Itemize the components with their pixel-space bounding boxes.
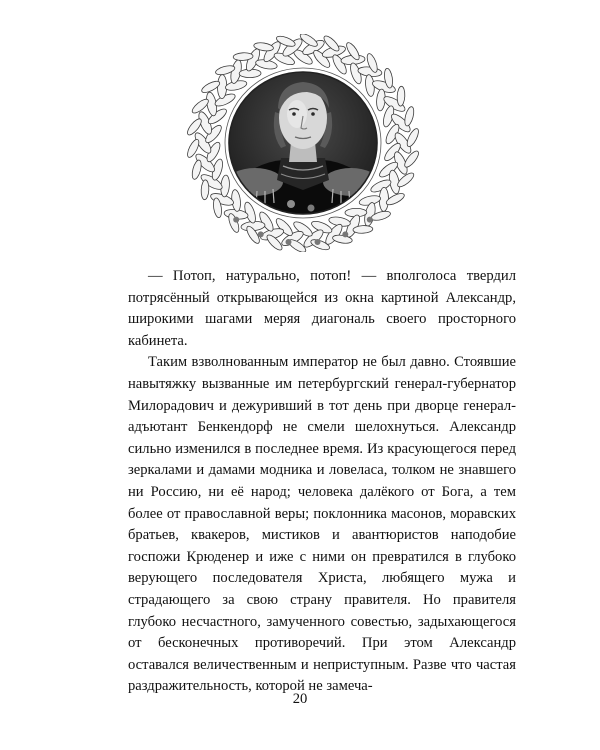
portrait-engraving [183,34,423,252]
paragraph: Таким взволнованным император не был давно. Стоявшие навытяжку вызванные им петербургский генерал-губернатор Милорадович и дежуривший в тот день при дворце генерал-адъютант Бенкендорф не смели шелохнуться. Александр сильно изменился в последнее время. Из красующегося перед зеркалами и дамами модника и ловеласа, толком не знавшего ни Россию, ни её народ; человека далёкого от Бога, а тем более от православной веры; поклонника масонов, моравских братьев, квакеров, мистиков и авантюристов наподобие госпожи Крюденер и иже с ними он превратился в глубоко верующего последователя Христа, любящего мужа и страдающего за свою страну правителя. Но правителя глубоко несчастного, замученного совестью, задыхающегося от бесконечных противоречий. При этом Александр оставался величественным и неприступным. Разве что частая раздражительность, которой не замеча- [128,354,516,695]
portrait-medallion [223,64,383,224]
paragraph: — Потоп, натурально, потоп! — вполголоса твердил потрясённый открывающейся из окна картиной Александр, широкими шагами меряя диагональ своего просторного кабинета. [128,268,516,349]
body-text [128,266,516,698]
page-number: 20 [292,691,308,707]
